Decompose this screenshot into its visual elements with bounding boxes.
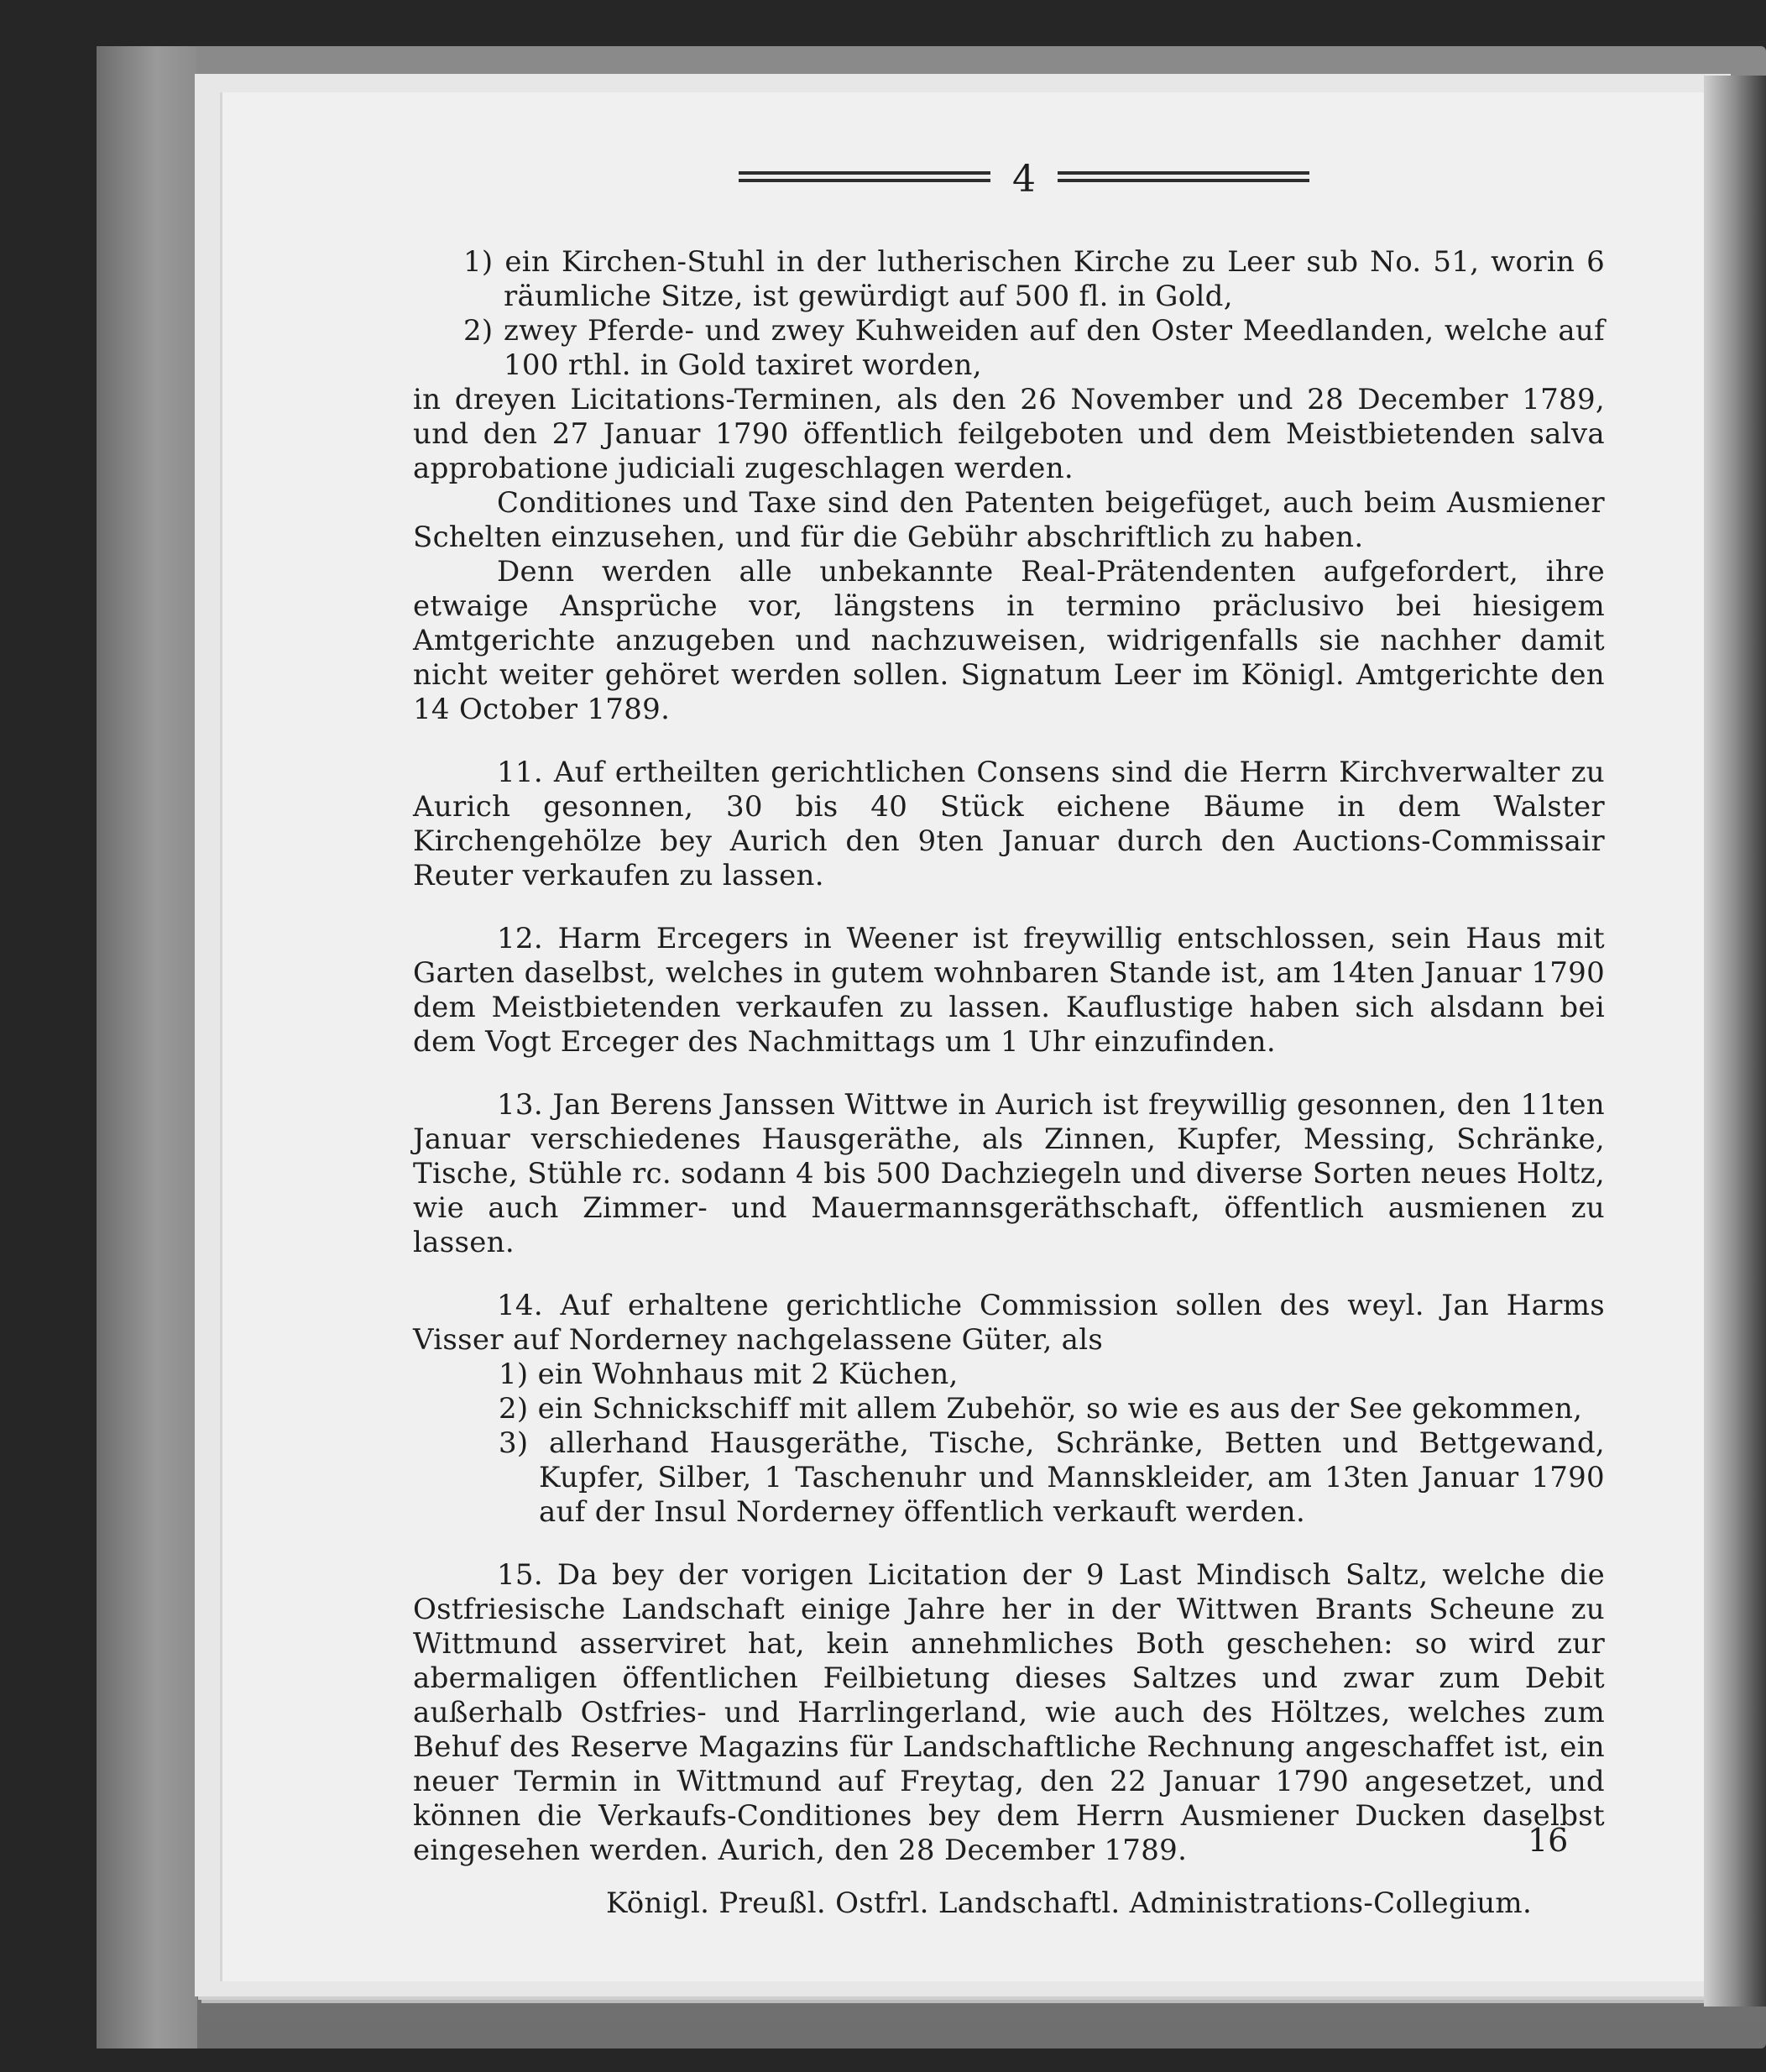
notice-14: 14. Auf erhaltene gerichtliche Commission sollen des weyl. Jan Harms Visser auf Norderney nachgelassene Güter, als [413,1289,1605,1357]
notice-11: 11. Auf ertheilten gerichtlichen Consens sind die Herrn Kirchverwalter zu Aurich gesonnen, 30 bis 40 Stück eichene Bäume in dem Walster Kirchengehölze bey Aurich den 9ten Januar durch den Auctions-Commissair Reuter verkaufen zu lassen. [413,756,1605,892]
notice-14-item-2: 2) ein Schnickschiff mit allem Zubehör, so wie es aus der See gekommen, [499,1392,1583,1426]
paragraph-conditions: Conditiones und Taxe sind den Patenten beigefüget, auch beim Ausmiener Schelten einzusehen, und für die Gebühr abschriftlich zu haben. [413,486,1605,554]
signature-line: Königl. Preußl. Ostfrl. Landschaftl. Administrations-Collegium. [606,1886,1533,1920]
paragraph-item-1: 1) ein Kirchen-Stuhl in der lutherischen Kirche zu Leer sub No. 51, worin 6 räumliche Sitze, ist gewürdigt auf 500 fl. in Gold, [463,245,1605,313]
header-rule-left [739,171,990,183]
page-number: 4 [1012,158,1036,201]
paragraph-terms: in dreyen Licitations-Terminen, als den 26 November und 28 December 1789, und den 27 Januar 1790 öffentlich feilgeboten und dem Meistbietenden salva approbatione judiciali zugeschlagen werden. [413,383,1605,485]
paragraph-summons: Denn werden alle unbekannte Real-Prätendenten aufgefordert, ihre etwaige Ansprüche vor, längstens in termino präclusivo bei hiesigem Amtgerichte anzugeben und nachzuweisen, widrigenfalls sie nachher damit nicht weiter gehöret werden sollen. Signatum Leer im Königl. Amtgerichte den 14 October 1789. [413,555,1605,726]
notice-13: 13. Jan Berens Janssen Wittwe in Aurich ist freywillig gesonnen, den 11ten Januar verschiedenes Hausgeräthe, als Zinnen, Kupfer, Messing, Schränke, Tische, Stühle rc. sodann 4 bis 500 Dachziegeln und diverse Sorten neues Holtz, wie auch Zimmer- und Mauermannsgeräthschaft, öffentlich ausmienen zu lassen. [413,1088,1605,1259]
notice-14-item-3: 3) allerhand Hausgeräthe, Tische, Schränke, Betten und Bettgewand, Kupfer, Silber, 1 Taschenuhr und Mannskleider, am 13ten Januar 1790 auf der Insul Norderney öffentlich verkauft werden. [499,1426,1605,1529]
notice-12: 12. Harm Ercegers in Weener ist freywillig entschlossen, sein Haus mit Garten daselbst, welches in gutem wohnbaren Stande ist, am 14ten Januar 1790 dem Meistbietenden verkaufen zu lassen. Kauflustige haben sich alsdann bei dem Vogt Erceger des Nachmittags um 1 Uhr einzufinden. [413,922,1605,1059]
book-spine-edge [97,46,197,2048]
page-header [739,158,1309,201]
page-body [413,245,1605,1921]
notice-15: 15. Da bey der vorigen Licitation der 9 Last Mindisch Saltz, welche die Ostfriesische Landschaft einige Jahre her in der Wittwen Brants Scheune zu Wittmund asserviret hat, kein annehmliches Both geschehen: so wird zur abermaligen öffentlichen Feilbietung dieses Saltzes und zwar zum Debit außerhalb Ostfries- und Harrlingerland, wie auch des Höltzes, welches zum Behuf des Reserve Magazins für Landschaftliche Rechnung angeschaffet ist, ein neuer Termin in Wittmund auf Freytag, den 22 Januar 1790 angesetzet, und können die Verkaufs-Conditiones bey dem Herrn Ausmiener Ducken daselbst eingesehen werden. Aurich, den 28 December 1789. [413,1558,1605,1867]
paragraph-item-2: 2) zwey Pferde- und zwey Kuhweiden auf den Oster Meedlanden, welche auf 100 rthl. in Gold taxiret worden, [463,314,1605,382]
signature-mark: 16 [1528,1822,1569,1859]
notice-14-item-1: 1) ein Wohnhaus mit 2 Küchen, [499,1358,959,1391]
header-rule-right [1058,171,1309,183]
page-gutter [1704,76,1766,2007]
